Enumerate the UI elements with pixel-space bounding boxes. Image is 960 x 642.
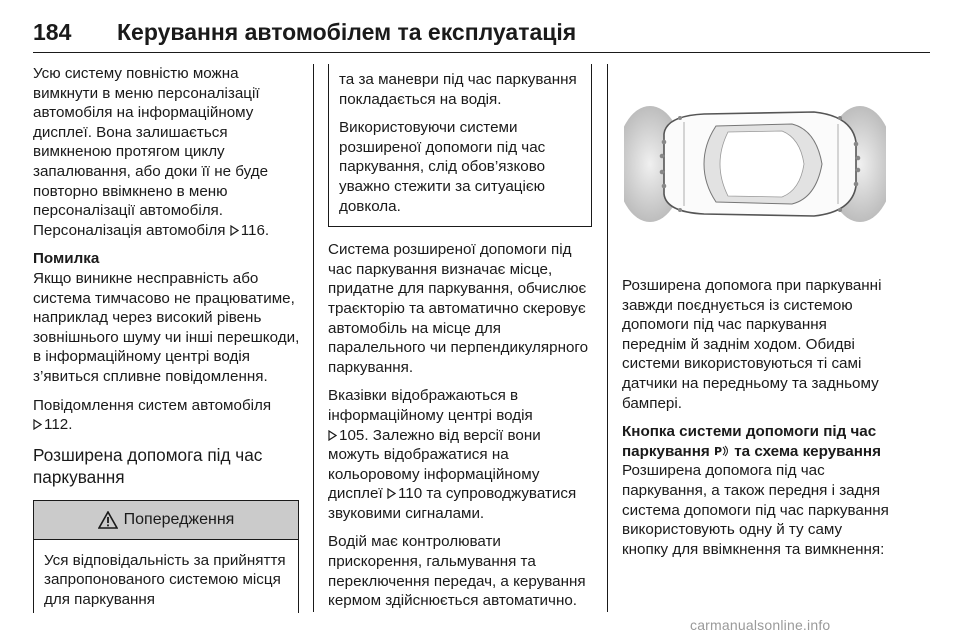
column-divider bbox=[607, 64, 608, 612]
page-ref-icon bbox=[33, 419, 42, 430]
column-divider bbox=[313, 64, 314, 612]
svg-text:P: P bbox=[713, 444, 723, 458]
watermark: carmanualsonline.info bbox=[690, 617, 831, 633]
paragraph: Розширена допомога під час паркування, а також передня і задня система допомоги під час паркування використовують одну й ту саму кнопку для ввімкнення та вимкнення: bbox=[622, 462, 889, 558]
paragraph: Повідомлення систем автомобіля 112. bbox=[33, 396, 272, 434]
warning-title: Попередження bbox=[123, 510, 235, 528]
error-heading: Помилка bbox=[33, 250, 100, 268]
page-ref-icon bbox=[230, 225, 239, 236]
parking-sensor-illustration bbox=[624, 64, 886, 264]
column-right bbox=[622, 64, 892, 568]
sub-heading: Кнопка системи допомоги під час паркування P та схема керування bbox=[622, 423, 881, 460]
page-ref-icon bbox=[387, 488, 396, 499]
column-left bbox=[33, 64, 301, 613]
page-number: 184 bbox=[33, 18, 72, 45]
warning-cont-text-2: Використовуючи системи розширеної допомоги під час паркування, слід обов’язково уважно стежити за ситуацією довкола. bbox=[339, 119, 546, 215]
warning-header bbox=[34, 501, 298, 540]
page-ref-icon bbox=[328, 430, 337, 441]
warning-box-continued bbox=[328, 64, 592, 227]
column-middle bbox=[328, 64, 594, 620]
paragraph: Усю систему повністю можна вимкнути в меню персоналізації автомобіля на інформаційному дисплеї. Вона залишається вимкненою протягом циклу запалювання, або доки її не буде повторно ввімкнено в меню персоналізації автомобіля. Персоналізація автомобіля 116. bbox=[33, 65, 270, 239]
warning-icon bbox=[98, 511, 118, 529]
paragraph: Розширена допомога при паркуванні завжди поєднується із системою допомоги під час паркування переднім й заднім ходом. Обидві системи використовуються ті самі датчики на передньому та задньому бампері. bbox=[622, 277, 882, 412]
warning-box bbox=[33, 500, 299, 613]
paragraph: Водій має контролювати прискорення, гальмування та переключення передач, а керування кермом здійснюється автоматично. bbox=[328, 533, 586, 610]
section-heading: Розширена допомога під час паркування bbox=[33, 444, 263, 487]
error-text: Якщо виникне несправність або система тимчасово не працюватиме, наприклад через високий рівень зовнішнього шуму чи інші перешкоди, в інформаційному центрі водія з’явиться спливне повідомлення. bbox=[33, 269, 300, 385]
paragraph: Система розширеної допомоги під час паркування визначає місце, придатне для паркування, обчислює траєкторію та автоматично скеровує автомобіль на місце для паралельного чи перпендикулярного паркування. bbox=[328, 241, 589, 376]
warning-cont-text: та за маневри під час паркування покладається на водія. bbox=[339, 71, 577, 108]
parking-assist-icon bbox=[714, 444, 730, 458]
page-title: Керування автомобілем та експлуатація bbox=[117, 18, 577, 45]
paragraph: Вказівки відображаються в інформаційному центрі водія 105. Залежно від версії вони можуть відображатися на кольоровому інформаційному дисплеї 110 та супроводжуватися звуковими сигналами. bbox=[328, 387, 577, 522]
page-header bbox=[33, 12, 930, 53]
warning-text: Уся відповідальність за прийняття запропонованого системою місця для паркування bbox=[44, 551, 286, 608]
